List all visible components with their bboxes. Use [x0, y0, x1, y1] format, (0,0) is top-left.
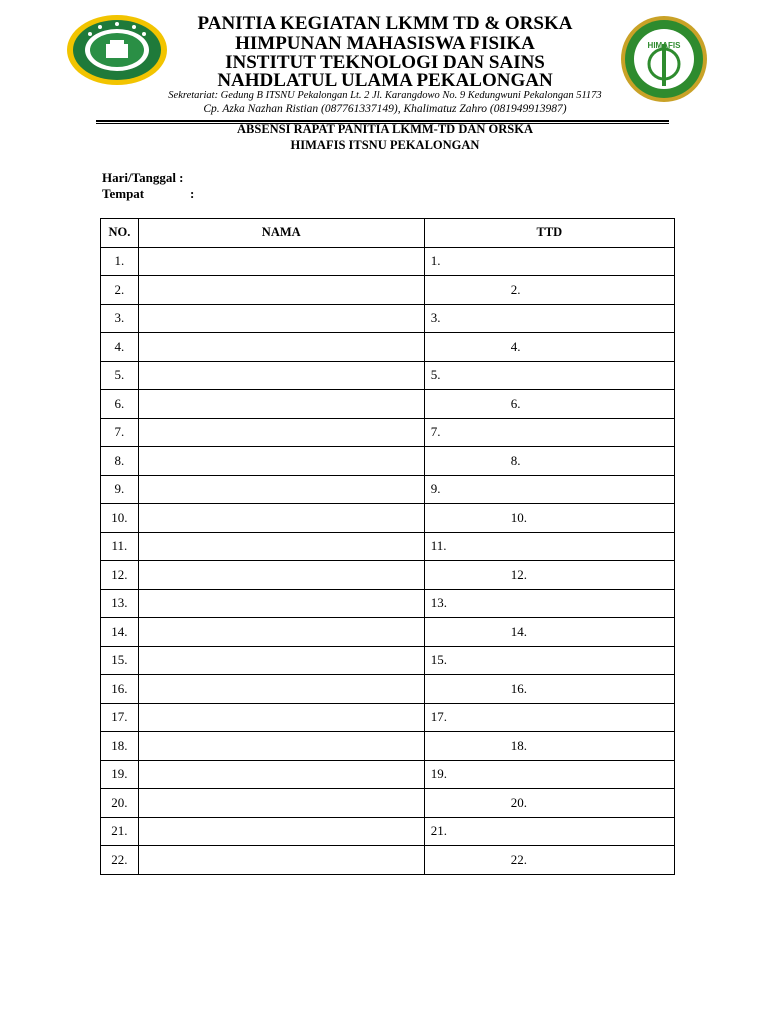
org-title: PANITIA KEGIATAN LKMM TD & ORSKA	[197, 13, 573, 34]
place-label: Tempat	[102, 186, 145, 201]
table-row	[101, 418, 675, 447]
row-number: 11.	[101, 532, 139, 561]
table-row	[101, 276, 675, 305]
signature-cell[interactable]: 21.	[424, 817, 674, 846]
org-subtitle: HIMPUNAN MAHASISWA FISIKA	[235, 33, 535, 54]
row-number: 3.	[101, 304, 139, 333]
signature-cell[interactable]: 1.	[424, 247, 674, 276]
signature-cell[interactable]: 20.	[424, 789, 674, 818]
row-number: 7.	[101, 418, 139, 447]
row-number: 5.	[101, 361, 139, 390]
name-cell[interactable]	[138, 846, 424, 875]
table-row	[101, 646, 675, 675]
himafis-logo	[616, 14, 712, 104]
table-row	[101, 532, 675, 561]
signature-cell[interactable]: 15.	[424, 646, 674, 675]
name-cell[interactable]	[138, 675, 424, 704]
signature-cell[interactable]: 9.	[424, 475, 674, 504]
signature-cell[interactable]: 3.	[424, 304, 674, 333]
row-number: 6.	[101, 390, 139, 419]
table-row	[101, 760, 675, 789]
name-cell[interactable]	[138, 475, 424, 504]
name-cell[interactable]	[138, 703, 424, 732]
name-cell[interactable]	[138, 418, 424, 447]
signature-cell[interactable]: 17.	[424, 703, 674, 732]
table-row	[101, 475, 675, 504]
name-cell[interactable]	[138, 789, 424, 818]
secretariat-address: Sekretariat: Gedung B ITSNU Pekalongan Lt. 2 Jl. Karangdowo No. 9 Kedungwuni Pekalongan 51173	[168, 90, 602, 101]
row-number: 4.	[101, 333, 139, 362]
name-cell[interactable]	[138, 532, 424, 561]
name-cell[interactable]	[138, 504, 424, 533]
row-number: 19.	[101, 760, 139, 789]
name-cell[interactable]	[138, 760, 424, 789]
document-subtitle: HIMAFIS ITSNU PEKALONGAN	[290, 138, 480, 152]
header-ttd: TTD	[424, 219, 674, 248]
row-number: 10.	[101, 504, 139, 533]
date-label: Hari/Tanggal :	[102, 170, 184, 185]
signature-cell[interactable]: 7.	[424, 418, 674, 447]
row-number: 1.	[101, 247, 139, 276]
table-row	[101, 247, 675, 276]
institute-location: NAHDLATUL ULAMA PEKALONGAN	[217, 70, 553, 91]
name-cell[interactable]	[138, 447, 424, 476]
name-cell[interactable]	[138, 333, 424, 362]
attendance-table	[100, 218, 675, 875]
name-cell[interactable]	[138, 817, 424, 846]
row-number: 9.	[101, 475, 139, 504]
table-row	[101, 846, 675, 875]
table-header-row	[101, 219, 675, 248]
table-row	[101, 447, 675, 476]
institute-name: INSTITUT TEKNOLOGI DAN SAINS	[225, 52, 545, 73]
row-number: 20.	[101, 789, 139, 818]
signature-cell[interactable]: 8.	[424, 447, 674, 476]
name-cell[interactable]	[138, 589, 424, 618]
name-cell[interactable]	[138, 304, 424, 333]
header-no: NO.	[101, 219, 139, 248]
table-row	[101, 361, 675, 390]
table-row	[101, 561, 675, 590]
row-number: 18.	[101, 732, 139, 761]
row-number: 2.	[101, 276, 139, 305]
name-cell[interactable]	[138, 618, 424, 647]
name-cell[interactable]	[138, 732, 424, 761]
row-number: 22.	[101, 846, 139, 875]
signature-cell[interactable]: 16.	[424, 675, 674, 704]
table-row	[101, 390, 675, 419]
table-row	[101, 703, 675, 732]
signature-cell[interactable]: 22.	[424, 846, 674, 875]
header-nama: NAMA	[138, 219, 424, 248]
signature-cell[interactable]: 12.	[424, 561, 674, 590]
name-cell[interactable]	[138, 276, 424, 305]
row-number: 17.	[101, 703, 139, 732]
table-row	[101, 817, 675, 846]
row-number: 15.	[101, 646, 139, 675]
table-row	[101, 618, 675, 647]
name-cell[interactable]	[138, 361, 424, 390]
name-cell[interactable]	[138, 561, 424, 590]
table-row	[101, 589, 675, 618]
signature-cell[interactable]: 4.	[424, 333, 674, 362]
table-row	[101, 304, 675, 333]
signature-cell[interactable]: 11.	[424, 532, 674, 561]
signature-cell[interactable]: 10.	[424, 504, 674, 533]
name-cell[interactable]	[138, 646, 424, 675]
row-number: 13.	[101, 589, 139, 618]
table-row	[101, 504, 675, 533]
table-row	[101, 789, 675, 818]
signature-cell[interactable]: 14.	[424, 618, 674, 647]
table-row	[101, 675, 675, 704]
table-row	[101, 732, 675, 761]
signature-cell[interactable]: 19.	[424, 760, 674, 789]
name-cell[interactable]	[138, 247, 424, 276]
document-title: ABSENSI RAPAT PANITIA LKMM-TD DAN ORSKA	[237, 122, 533, 136]
signature-cell[interactable]: 13.	[424, 589, 674, 618]
contact-person: Cp. Azka Nazhan Ristian (087761337149), Khalimatuz Zahro (081949913987)	[203, 103, 567, 115]
row-number: 8.	[101, 447, 139, 476]
row-number: 16.	[101, 675, 139, 704]
row-number: 12.	[101, 561, 139, 590]
signature-cell[interactable]: 6.	[424, 390, 674, 419]
svg-text:HIMAFIS: HIMAFIS	[647, 41, 681, 50]
place-colon: :	[190, 186, 195, 201]
row-number: 14.	[101, 618, 139, 647]
row-number: 21.	[101, 817, 139, 846]
signature-cell[interactable]: 18.	[424, 732, 674, 761]
signature-cell[interactable]: 2.	[424, 276, 674, 305]
signature-cell[interactable]: 5.	[424, 361, 674, 390]
name-cell[interactable]	[138, 390, 424, 419]
table-row	[101, 333, 675, 362]
